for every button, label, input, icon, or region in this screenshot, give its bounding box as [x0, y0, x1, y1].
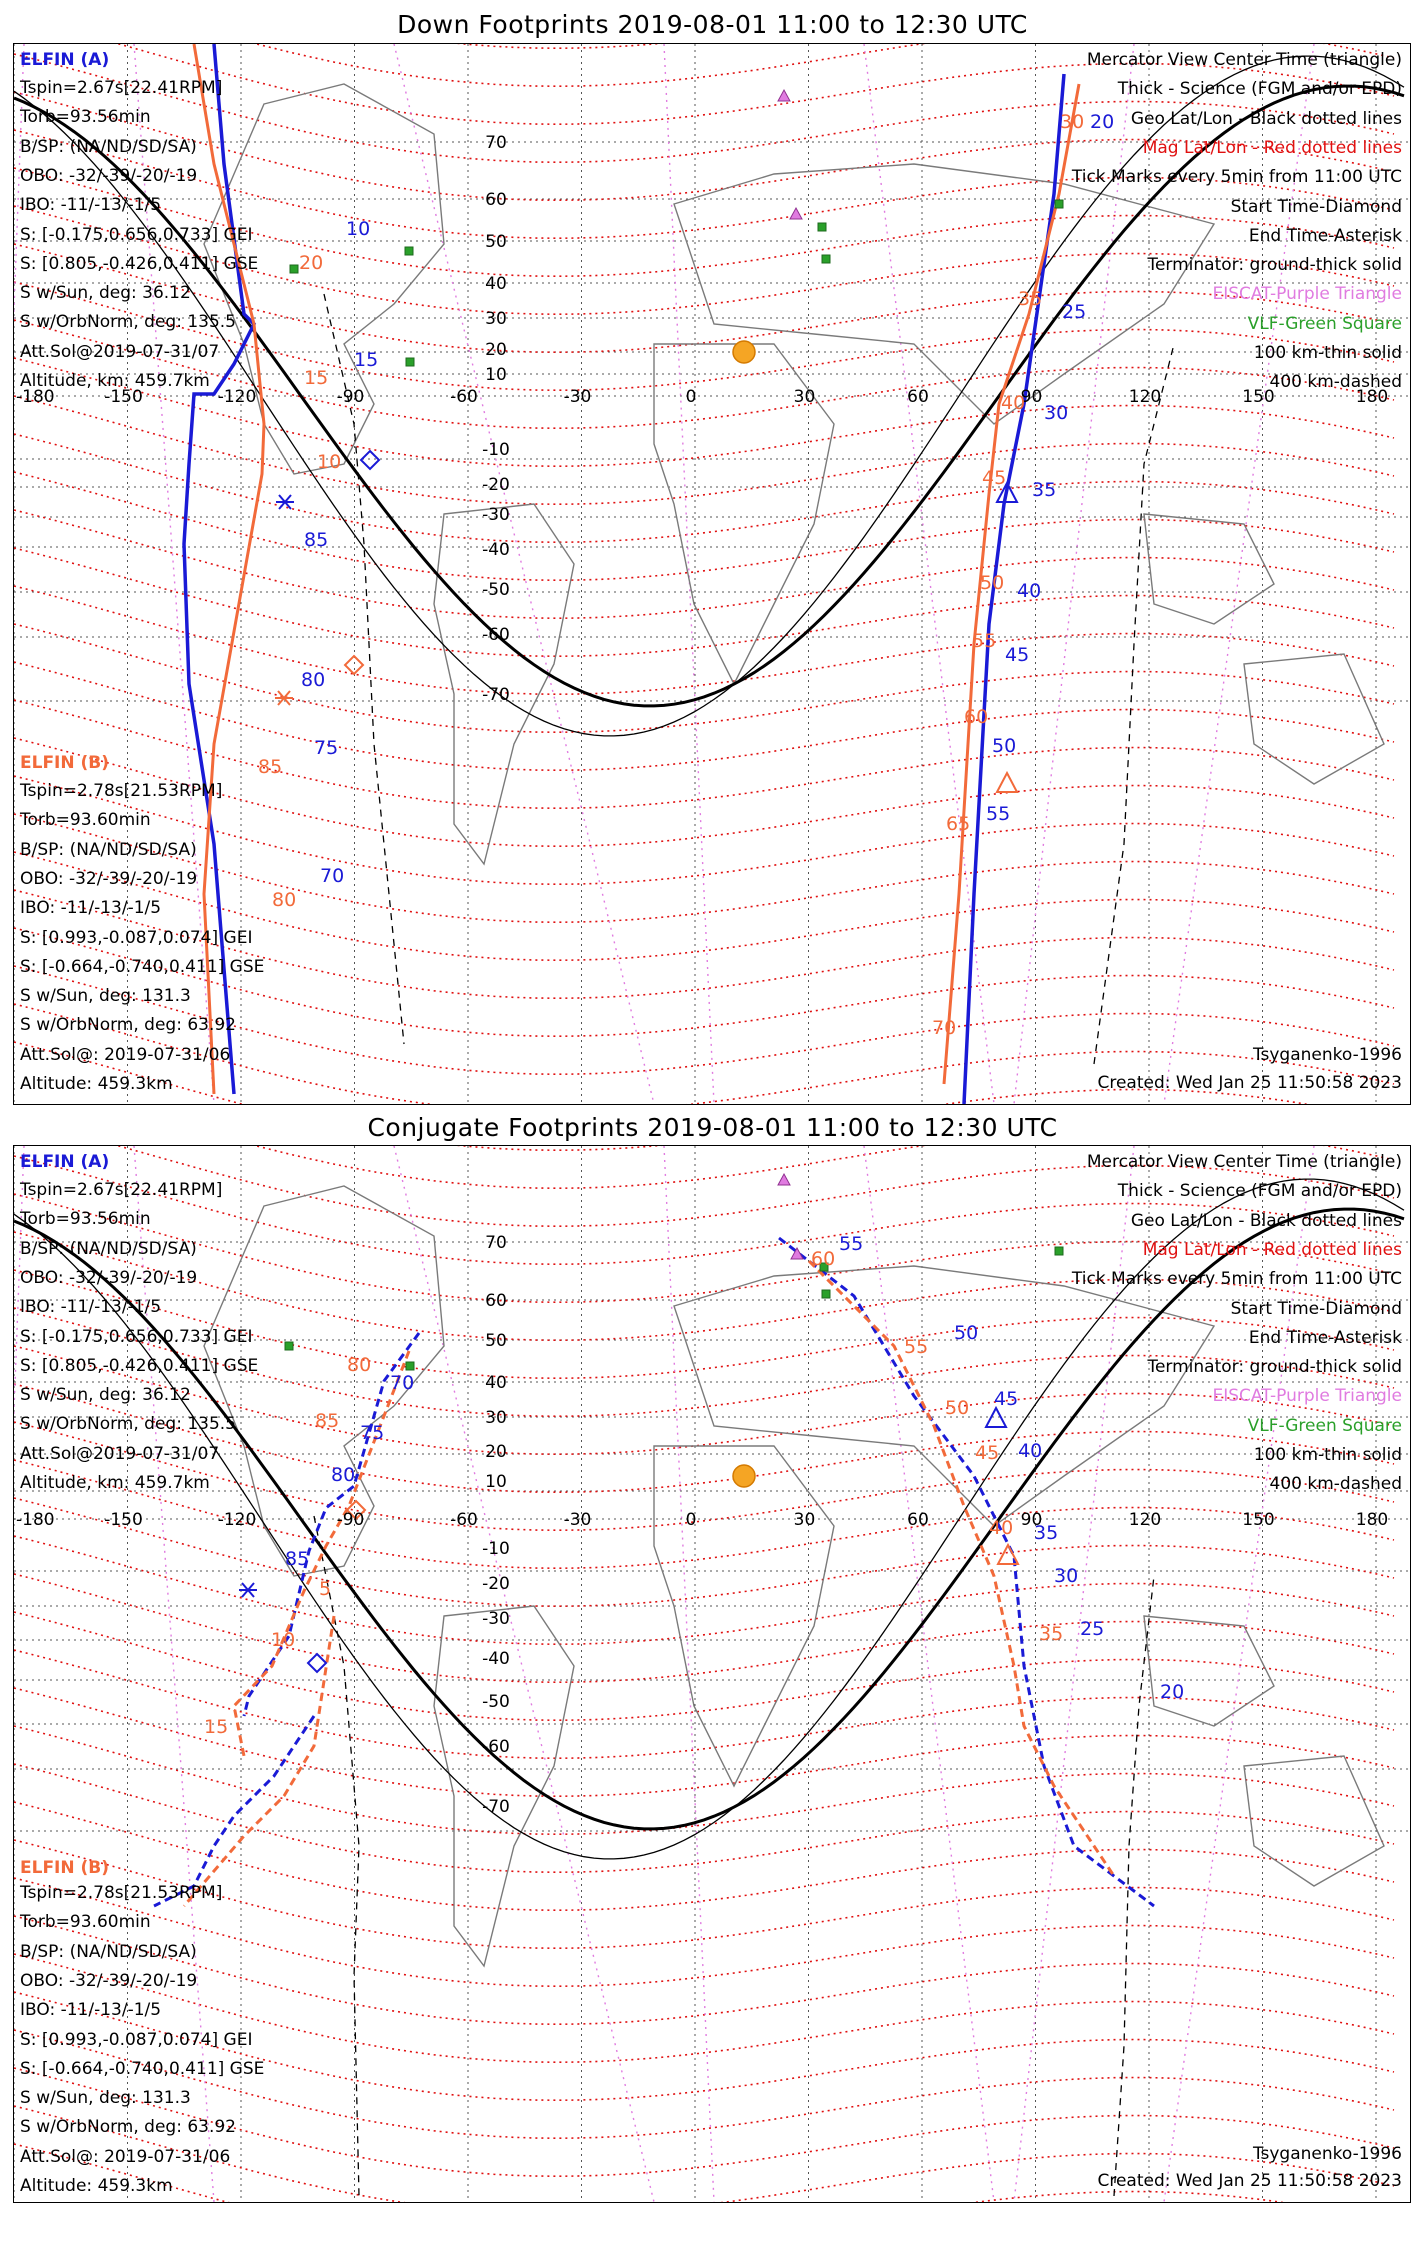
- mag-meridian: [394, 44, 654, 1104]
- mag-parallel: [14, 1650, 1394, 1758]
- track-tick-label: 35: [1018, 288, 1043, 310]
- info-line: B/SP: (NA/ND/SD/SA): [20, 136, 197, 157]
- mag-parallel: [14, 434, 1394, 542]
- track-tick-label: 35: [1039, 1623, 1064, 1645]
- legend-km400: 400 km-dashed: [1269, 372, 1402, 393]
- lon-label: 150: [1242, 387, 1275, 407]
- info-line: S: [0.805,-0.426,0.411] GSE: [20, 1355, 259, 1376]
- info-line: S: [-0.664,-0.740,0.411] GSE: [20, 956, 265, 977]
- lon-label: -30: [563, 1510, 592, 1530]
- lon-label: 120: [1128, 1510, 1162, 1530]
- track-tick-label: 40: [1001, 392, 1026, 414]
- lat-label: -50: [482, 580, 510, 600]
- vlf-square-icon: [1055, 200, 1063, 208]
- legend-mag: Mag Lat/Lon - Red dotted lines: [1142, 137, 1402, 158]
- lon-label: -90: [336, 1510, 365, 1530]
- info-line: S w/Sun, deg: 36.12: [20, 283, 191, 304]
- lat-label: 20: [485, 1442, 507, 1462]
- track-tick-label: 50: [992, 735, 1017, 757]
- lon-label: -150: [104, 387, 143, 407]
- mag-parallel: [14, 662, 1394, 773]
- mag-meridian: [394, 1146, 654, 2202]
- vlf-square-icon: [406, 1362, 414, 1370]
- lon-label: -120: [217, 1510, 257, 1530]
- map-frame: [13, 43, 1411, 1105]
- mag-parallel: [14, 44, 1394, 48]
- info-line: Torb=93.60min: [20, 810, 151, 831]
- track-tick-label: 15: [204, 1716, 229, 1738]
- track-tick-label: 75: [314, 737, 339, 759]
- lon-label: -150: [104, 1510, 143, 1530]
- info-line: Tspin=2.78s[21.53RPM]: [20, 1883, 223, 1903]
- info-line: B/SP: (NA/ND/SD/SA): [20, 839, 197, 860]
- created-timestamp: Created: Wed Jan 25 11:50:58 2023: [1097, 1073, 1402, 1093]
- info-line: Tspin=2.67s[22.41RPM]: [20, 1180, 223, 1200]
- track-tick-label: 80: [272, 889, 297, 911]
- track-tick-label: 70: [390, 1372, 415, 1394]
- lat-label: 60: [485, 190, 507, 210]
- mag-parallel: [14, 1764, 1394, 1872]
- legend-terminator: Terminator: ground-thick solid: [1147, 1357, 1402, 1378]
- elfin-b-label: ELFIN (B): [20, 753, 110, 773]
- lon-label: 180: [1355, 387, 1389, 407]
- track-tick-label: 60: [964, 706, 989, 728]
- legend-ticks: Tick Marks every 5min from 11:00 UTC: [1071, 167, 1402, 188]
- lon-label: -30: [563, 387, 592, 407]
- start-diamond-icon: [361, 451, 379, 469]
- legend-geo: Geo Lat/Lon - Black dotted lines: [1130, 1210, 1402, 1231]
- legend-start: Start Time-Diamond: [1230, 1298, 1402, 1319]
- lat-label: 50: [485, 232, 507, 252]
- track-tick-label: 55: [972, 630, 997, 652]
- info-line: Att.Sol@: 2019-07-31/06: [20, 2146, 231, 2167]
- elfin-a-track: [154, 1716, 314, 1906]
- track-tick-label: 45: [1005, 644, 1030, 666]
- mag-meridian: [1014, 44, 1134, 1104]
- lat-label: 70: [485, 133, 507, 153]
- track-tick-label: 25: [1062, 301, 1087, 323]
- track-tick-label: 55: [904, 1336, 929, 1358]
- end-asterisk-icon: [275, 691, 293, 705]
- sun-icon: [733, 341, 755, 363]
- model-label: Tsyganenko-1996: [1252, 1045, 1402, 1065]
- lon-label: 0: [685, 387, 697, 407]
- info-line: Altitude, km: 459.7km: [20, 371, 210, 391]
- track-tick-label: 35: [1034, 1522, 1059, 1544]
- lat-label: 30: [485, 1408, 507, 1428]
- track-tick-label: 5: [319, 1578, 332, 1600]
- eiscat-triangle-icon: [778, 1174, 790, 1185]
- elfin-a-label: ELFIN (A): [20, 50, 110, 70]
- info-line: S w/Sun, deg: 131.3: [20, 986, 191, 1007]
- mag-parallel: [14, 1146, 1394, 1150]
- track-tick-label: 20: [299, 252, 324, 274]
- lat-label: 10: [485, 1472, 507, 1492]
- info-line: Altitude: 459.3km: [20, 1074, 173, 1094]
- vlf-square-icon: [818, 223, 826, 231]
- track-tick-label: 30: [1054, 1565, 1079, 1587]
- lat-label: -40: [482, 1649, 510, 1669]
- info-line: Att.Sol@2019-07-31/07: [20, 341, 220, 362]
- track-tick-label: 80: [347, 1354, 372, 1376]
- info-line: Torb=93.56min: [20, 107, 151, 128]
- info-line: S: [0.993,-0.087,0.074] GEI: [20, 927, 253, 948]
- mag-parallel: [14, 1536, 1394, 1644]
- info-line: OBO: -32/-39/-20/-19: [20, 165, 198, 186]
- lon-label: 60: [907, 1510, 929, 1530]
- lat-label: 70: [485, 1233, 507, 1253]
- created-timestamp: Created: Wed Jan 25 11:50:58 2023: [1097, 2171, 1402, 2191]
- track-tick-label: 60: [811, 1248, 836, 1270]
- info-line: Att.Sol@: 2019-07-31/06: [20, 1044, 231, 1065]
- panel-title: Conjugate Footprints 2019-08-01 11:00 to 12:30 UTC: [367, 1113, 1058, 1142]
- mag-parallel: [14, 586, 1394, 694]
- start-diamond-icon: [345, 656, 363, 674]
- track-tick-label: 25: [1080, 1618, 1105, 1640]
- legend-terminator: Terminator: ground-thick solid: [1147, 255, 1402, 276]
- info-line: S w/OrbNorm, deg: 63.92: [20, 1015, 237, 1036]
- lat-label: -70: [482, 685, 510, 705]
- info-line: S w/Sun, deg: 131.3: [20, 2088, 191, 2109]
- lon-label: 120: [1128, 387, 1162, 407]
- mag-meridian: [1014, 1146, 1134, 2202]
- info-line: OBO: -32/-39/-20/-19: [20, 868, 198, 889]
- legend-end: End Time-Asterisk: [1248, 225, 1402, 246]
- elfin-a-label: ELFIN (A): [20, 1152, 110, 1172]
- eiscat-triangle-icon: [778, 90, 790, 101]
- sun-icon: [733, 1465, 755, 1487]
- lat-label: 10: [485, 365, 507, 385]
- legend-km100: 100 km-thin solid: [1253, 343, 1402, 363]
- mag-parallel: [14, 510, 1394, 618]
- coastline: [1144, 514, 1274, 624]
- info-line: Att.Sol@2019-07-31/07: [20, 1443, 220, 1464]
- info-line: S: [-0.175,0.656,0.733] GEI: [20, 1326, 253, 1347]
- lat-label: -20: [482, 475, 510, 495]
- info-line: S w/Sun, deg: 36.12: [20, 1385, 191, 1406]
- info-line: IBO: -11/-13/-1/5: [20, 898, 162, 919]
- info-line: S w/OrbNorm, deg: 63.92: [20, 2117, 237, 2138]
- info-line: IBO: -11/-13/-1/5: [20, 1297, 162, 1318]
- legend-km400: 400 km-dashed: [1269, 1474, 1402, 1495]
- info-line: S: [-0.664,-0.740,0.411] GSE: [20, 2058, 265, 2079]
- coastline: [674, 164, 1214, 424]
- lat-label: -30: [482, 1609, 510, 1629]
- vlf-square-icon: [290, 265, 298, 273]
- view-center-triangle-icon: [997, 773, 1017, 792]
- vlf-square-icon: [822, 1290, 830, 1298]
- track-tick-label: 10: [271, 1629, 296, 1651]
- legend-km100: 100 km-thin solid: [1253, 1445, 1402, 1465]
- terminator-400km: [314, 1516, 359, 2196]
- track-tick-label: 80: [331, 1464, 356, 1486]
- legend-thick: Thick - Science (FGM and/or EPD): [1117, 1181, 1402, 1202]
- lat-label: 20: [485, 340, 507, 360]
- mag-parallel: [14, 1726, 1394, 1834]
- track-tick-label: 85: [315, 1410, 340, 1432]
- legend-vlf: VLF-Green Square: [1247, 313, 1402, 334]
- track-tick-label: 40: [1017, 580, 1042, 602]
- lon-label: -90: [336, 387, 365, 407]
- legend-eiscat: EISCAT-Purple Triangle: [1212, 284, 1402, 305]
- track-tick-label: 30: [1044, 402, 1069, 424]
- start-diamond-icon: [308, 1654, 326, 1672]
- track-tick-label: 85: [258, 756, 283, 778]
- track-tick-label: 10: [317, 451, 342, 473]
- lat-label: -60: [482, 625, 510, 645]
- mag-meridian: [664, 1146, 714, 2202]
- info-line: OBO: -32/-39/-20/-19: [20, 1267, 198, 1288]
- track-tick-label: 35: [1032, 479, 1057, 501]
- coastline: [1244, 1756, 1384, 1886]
- lat-label: -40: [482, 540, 510, 560]
- lat-label: -70: [482, 1797, 510, 1817]
- track-tick-label: 15: [354, 349, 379, 371]
- track-tick-label: 75: [360, 1422, 385, 1444]
- legend-ticks: Tick Marks every 5min from 11:00 UTC: [1071, 1269, 1402, 1290]
- track-tick-label: 20: [1160, 1681, 1185, 1703]
- lon-label: -180: [16, 1510, 55, 1530]
- mag-parallel: [14, 1384, 1394, 1492]
- lat-label: -20: [482, 1574, 510, 1594]
- info-line: Torb=93.56min: [20, 1209, 151, 1230]
- legend-mercator: Mercator View Center Time (triangle): [1086, 1152, 1402, 1172]
- mag-parallel: [14, 396, 1394, 504]
- info-line: B/SP: (NA/ND/SD/SA): [20, 1238, 197, 1259]
- vlf-square-icon: [285, 1342, 293, 1350]
- end-asterisk-icon: [239, 1583, 257, 1597]
- lon-label: 30: [793, 1510, 816, 1530]
- lat-label: 40: [485, 1373, 507, 1393]
- track-tick-label: 20: [1090, 111, 1115, 133]
- info-line: IBO: -11/-13/-1/5: [20, 2000, 162, 2021]
- lon-label: 60: [907, 387, 929, 407]
- terminator-400km: [1114, 1576, 1154, 2196]
- vlf-square-icon: [1055, 1247, 1063, 1255]
- eiscat-triangle-icon: [790, 208, 802, 219]
- lon-label: -120: [217, 387, 257, 407]
- track-tick-label: 45: [982, 467, 1007, 489]
- terminator-400km: [1094, 344, 1174, 1064]
- vlf-square-icon: [405, 247, 413, 255]
- track-tick-label: 40: [989, 1517, 1014, 1539]
- lon-label: -60: [450, 387, 478, 407]
- lon-label: 150: [1242, 1510, 1275, 1530]
- track-tick-label: 70: [932, 1017, 957, 1039]
- info-line: S: [-0.175,0.656,0.733] GEI: [20, 224, 253, 245]
- mag-parallel: [14, 548, 1394, 656]
- lon-label: -60: [450, 1510, 478, 1530]
- track-tick-label: 55: [986, 803, 1011, 825]
- lon-label: 90: [1020, 387, 1043, 407]
- info-line: Tspin=2.78s[21.53RPM]: [20, 781, 223, 801]
- track-tick-label: 65: [946, 813, 971, 835]
- view-center-triangle-icon: [986, 1408, 1006, 1427]
- info-line: Torb=93.60min: [20, 1912, 151, 1933]
- panel-down-footprints: [0, 0, 1425, 1105]
- legend-thick: Thick - Science (FGM and/or EPD): [1117, 79, 1402, 100]
- lat-label: -50: [482, 1692, 510, 1712]
- info-line: OBO: -32/-39/-20/-19: [20, 1970, 198, 1991]
- track-tick-label: 45: [975, 1442, 1000, 1464]
- mag-parallel: [14, 624, 1394, 732]
- lat-label: 60: [485, 1291, 507, 1311]
- lat-label: -10: [482, 440, 510, 460]
- legend-mag: Mag Lat/Lon - Red dotted lines: [1142, 1239, 1402, 1260]
- mag-parallel: [14, 1574, 1394, 1682]
- mag-parallel: [14, 472, 1394, 580]
- coastline: [1244, 654, 1384, 784]
- track-tick-label: 50: [945, 1397, 970, 1419]
- info-line: Altitude, km: 459.7km: [20, 1473, 210, 1493]
- track-tick-label: 50: [954, 1322, 979, 1344]
- legend-vlf: VLF-Green Square: [1247, 1415, 1402, 1436]
- elfin-b-label: ELFIN (B): [20, 1858, 110, 1878]
- info-line: S w/OrbNorm, deg: 135.5: [20, 312, 237, 333]
- legend-mercator: Mercator View Center Time (triangle): [1086, 50, 1402, 70]
- legend-start: Start Time-Diamond: [1230, 196, 1402, 217]
- track-tick-label: 15: [304, 367, 329, 389]
- mag-meridian: [664, 44, 714, 1104]
- info-line: S w/OrbNorm, deg: 135.5: [20, 1414, 237, 1435]
- legend-geo: Geo Lat/Lon - Black dotted lines: [1130, 108, 1402, 129]
- track-tick-label: 55: [839, 1233, 864, 1255]
- end-asterisk-icon: [276, 495, 294, 509]
- info-line: S: [0.805,-0.426,0.411] GSE: [20, 253, 259, 274]
- track-tick-label: 10: [346, 218, 371, 240]
- vlf-square-icon: [406, 358, 414, 366]
- track-tick-label: 50: [980, 572, 1005, 594]
- lon-label: 0: [685, 1510, 697, 1530]
- track-tick-label: 85: [285, 1548, 310, 1570]
- legend-eiscat: EISCAT-Purple Triangle: [1212, 1386, 1402, 1407]
- track-tick-label: 85: [304, 529, 329, 551]
- track-tick-label: 45: [994, 1388, 1019, 1410]
- coastline: [1144, 1616, 1274, 1726]
- map-frame: [13, 1145, 1411, 2203]
- lon-label: 180: [1355, 1510, 1389, 1530]
- lat-label: 50: [485, 1331, 507, 1351]
- track-tick-label: 70: [320, 865, 345, 887]
- track-tick-label: 40: [1018, 1440, 1043, 1462]
- lon-label: 90: [1020, 1510, 1043, 1530]
- vlf-square-icon: [822, 255, 830, 263]
- info-line: B/SP: (NA/ND/SD/SA): [20, 1941, 197, 1962]
- info-line: Tspin=2.67s[22.41RPM]: [20, 78, 223, 98]
- lat-label: -60: [482, 1737, 510, 1757]
- mag-parallel: [14, 1612, 1394, 1720]
- lat-label: 30: [485, 309, 507, 329]
- panel-title: Down Footprints 2019-08-01 11:00 to 12:30 UTC: [397, 10, 1028, 39]
- lon-label: -180: [16, 387, 55, 407]
- lat-label: -10: [482, 1539, 510, 1559]
- track-tick-label: 80: [301, 669, 326, 691]
- mag-parallel: [14, 1688, 1394, 1796]
- lon-label: 30: [793, 387, 816, 407]
- info-line: Altitude: 459.3km: [20, 2176, 173, 2196]
- legend-end: End Time-Asterisk: [1248, 1327, 1402, 1348]
- panel-conjugate-footprints: [0, 1105, 1425, 2250]
- lat-label: -30: [482, 505, 510, 525]
- info-line: IBO: -11/-13/-1/5: [20, 195, 162, 216]
- track-tick-label: 30: [1060, 111, 1085, 133]
- mag-parallel: [14, 1912, 1394, 2024]
- lat-label: 40: [485, 274, 507, 294]
- info-line: S: [0.993,-0.087,0.074] GEI: [20, 2029, 253, 2050]
- coastline: [674, 1266, 1214, 1526]
- elfin-b-track: [944, 84, 1079, 1084]
- model-label: Tsyganenko-1996: [1252, 2144, 1402, 2164]
